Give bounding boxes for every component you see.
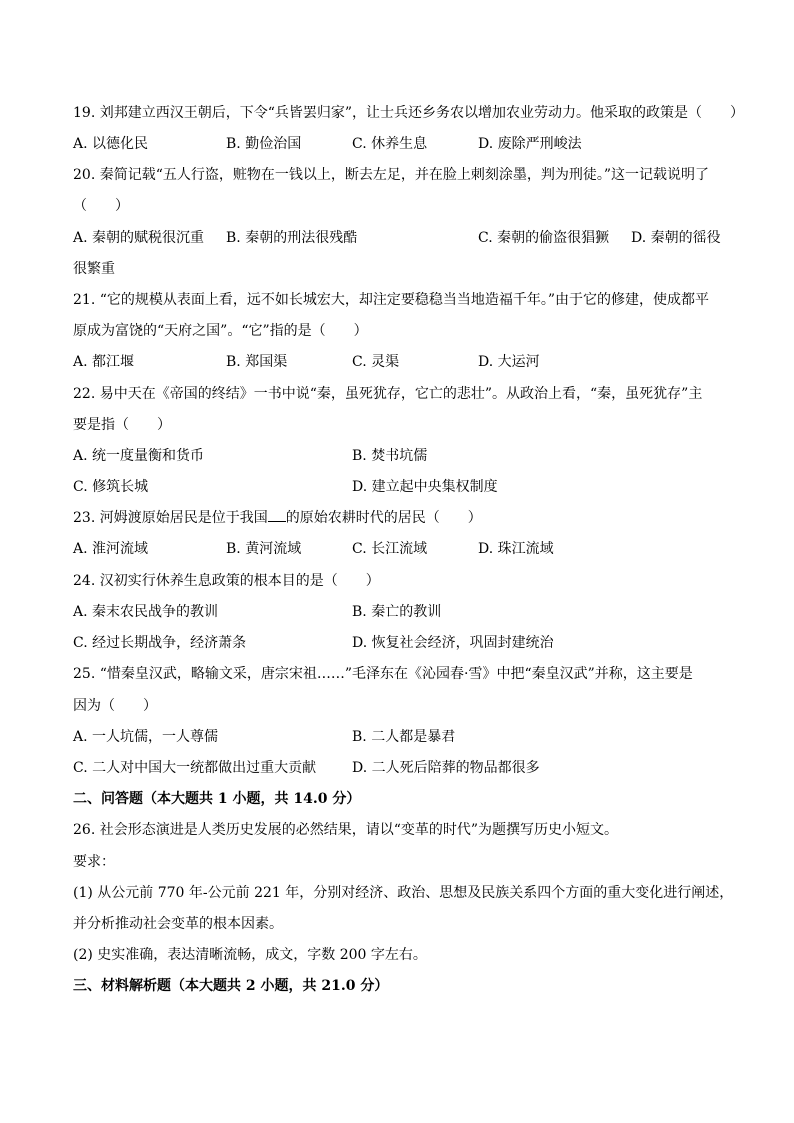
question-26-stem: 26. 社会形态演进是人类历史发展的必然结果，请以“变革的时代”为题撰写历史小短文。 (73, 822, 619, 838)
section-2-heading: 二、问答题（本大题共 1 小题，共 14.0 分） (73, 791, 361, 807)
question-26-requirements-label: 要求： (73, 854, 115, 870)
question-20-stem-line2: （ ） (73, 198, 129, 214)
q20-option-a: A. 秦朝的赋税很沉重 (73, 230, 205, 246)
question-24-options-row2 (73, 634, 723, 652)
q22-option-d: D. 建立起中央集权制度 (352, 479, 498, 495)
q25-option-c: C. 二人对中国大一统都做出过重大贡献 (73, 760, 317, 776)
q21-option-c: C. 灵渠 (352, 354, 400, 370)
question-21-stem-line1: 21. “它的规模从表面上看，远不如长城宏大，却注定要稳稳当当地造福千年。”由于它的修建，使成都平 (73, 292, 710, 308)
q19-option-c: C. 休养生息 (352, 136, 428, 152)
section-3-heading: 三、材料解析题（本大题共 2 小题，共 21.0 分） (73, 978, 389, 994)
question-21-options (73, 353, 723, 371)
q21-option-a: A. 都江堰 (73, 354, 135, 370)
q20-option-b: B. 秦朝的刑法很残酷 (226, 230, 358, 246)
q25-option-d: D. 二人死后陪葬的物品都很多 (352, 760, 540, 776)
question-25-options-row1 (73, 728, 723, 746)
question-24-stem: 24. 汉初实行休养生息政策的根本目的是（ ） (73, 573, 380, 589)
question-25-stem-line1: 25. “惜秦皇汉武，略输文采，唐宗宋祖……”毛泽东在《沁园春·雪》中把“秦皇汉武”并称，这主要是 (73, 666, 693, 682)
question-20-option-d-continued: 很繁重 (73, 261, 115, 277)
q20-option-d: D. 秦朝的徭役 (631, 230, 721, 246)
q23-stem-prefix: 23. 河姆渡原始居民是位于我国 (73, 510, 268, 526)
question-22-stem-line2: 要是指（ ） (73, 417, 171, 433)
q25-option-b: B. 二人都是暴君 (352, 729, 456, 745)
question-22-stem-line1: 22. 易中天在《帝国的终结》一书中说“秦，虽死犹存，它亡的悲壮”。从政治上看，“秦，虽死犹存”主 (73, 386, 703, 402)
q19-option-d: D. 废除严刑峻法 (478, 136, 582, 152)
question-26-requirement-1-line2: 并分析推动社会变革的根本因素。 (73, 916, 283, 932)
q24-option-b: B. 秦亡的教训 (352, 604, 442, 620)
question-26-requirement-1-line1: (1) 从公元前 770 年-公元前 221 年，分别对经济、政治、思想及民族关系四个方面的重大变化进行阐述， (73, 885, 734, 901)
question-23-options (73, 540, 723, 558)
q24-option-a: A. 秦末农民战争的教训 (73, 604, 219, 620)
question-19-stem: 19. 刘邦建立西汉王朝后，下令“兵皆罢归家”，让士兵还乡务农以增加农业劳动力。他采取的政策是（ ） (73, 105, 745, 121)
question-20-options (73, 229, 723, 247)
q23-option-c: C. 长江流域 (352, 541, 428, 557)
q19-option-b: B. 勤俭治国 (226, 136, 302, 152)
q24-option-d: D. 恢复社会经济，巩固封建统治 (352, 635, 554, 651)
question-24-options-row1 (73, 603, 723, 621)
question-22-options-row1 (73, 447, 723, 465)
q19-option-a: A. 以德化民 (73, 136, 149, 152)
q23-stem-suffix: 的原始农耕时代的居民（ ） (285, 510, 482, 526)
question-20-stem-line1: 20. 秦简记载“五人行盗，赃物在一钱以上，断去左足，并在脸上刺刻涂墨，判为刑徒。”这一记载说明了 (73, 167, 710, 183)
q25-option-a: A. 一人坑儒，一人尊儒 (73, 729, 219, 745)
question-23-stem (73, 509, 723, 527)
q23-option-a: A. 淮河流域 (73, 541, 149, 557)
q23-option-d: D. 珠江流域 (478, 541, 554, 557)
question-25-stem-line2: 因为（ ） (73, 698, 157, 714)
question-26-requirement-2: (2) 史实准确，表达清晰流畅，成文，字数 200 字左右。 (73, 947, 427, 963)
question-21-stem-line2: 原成为富饶的“天府之国”。“它”指的是（ ） (73, 323, 368, 339)
q20-option-c: C. 秦朝的偷盗很猖獗 (478, 230, 610, 246)
q23-blank (268, 509, 286, 522)
q22-option-c: C. 修筑长城 (73, 479, 149, 495)
q21-option-b: B. 郑国渠 (226, 354, 288, 370)
question-19-options (73, 135, 723, 153)
q22-option-a: A. 统一度量衡和货币 (73, 448, 205, 464)
q24-option-c: C. 经过长期战争，经济萧条 (73, 635, 247, 651)
question-22-options-row2 (73, 478, 723, 496)
q22-option-b: B. 焚书坑儒 (352, 448, 428, 464)
q21-option-d: D. 大运河 (478, 354, 540, 370)
q23-option-b: B. 黄河流域 (226, 541, 302, 557)
question-25-options-row2 (73, 759, 723, 777)
